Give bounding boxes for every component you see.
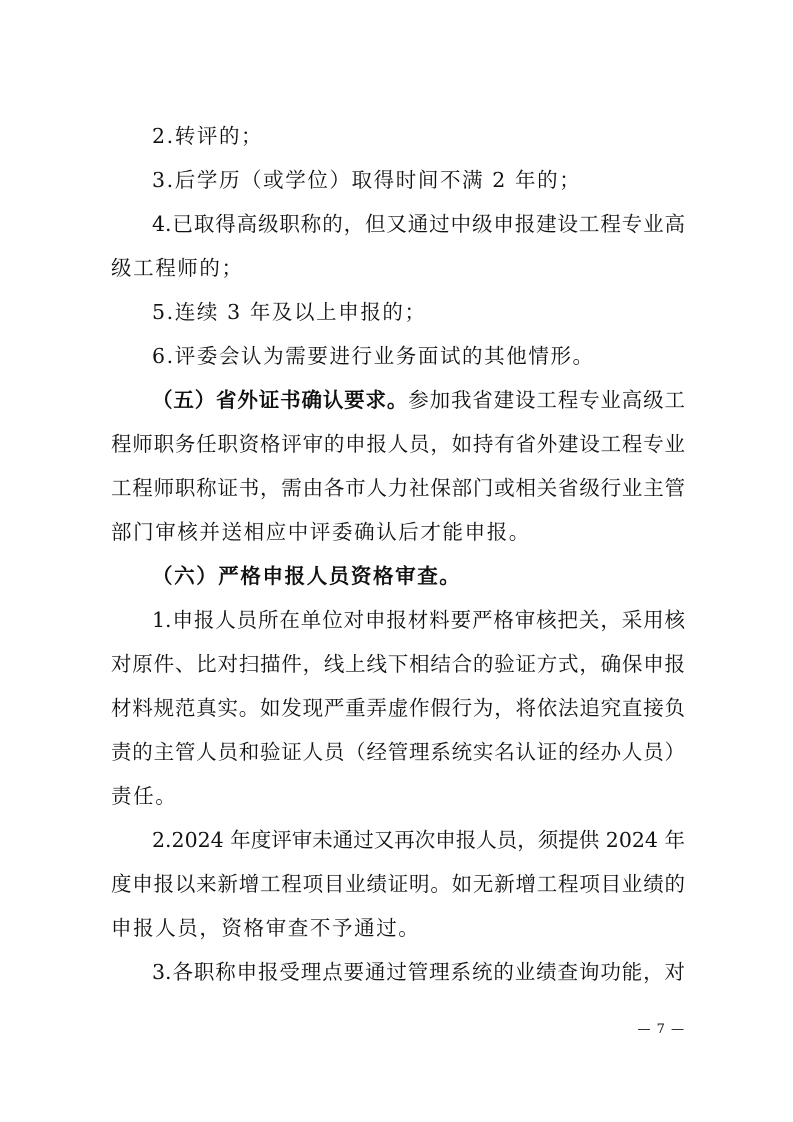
list-item-3: 3.后学历（或学位）取得时间不满 2 年的； <box>152 168 582 192</box>
list-item-6: 6.评委会认为需要进行业务面试的其他情形。 <box>152 344 595 368</box>
list-item-2: 2.转评的； <box>152 124 264 148</box>
list-item-5: 5.连续 3 年及以上申报的； <box>152 300 427 324</box>
section-6-item-3-line-1: 3.各职称申报受理点要通过管理系统的业绩查询功能，对 <box>152 960 685 984</box>
list-item-4-line-2: 级工程师的； <box>111 256 244 280</box>
section-6-item-2-line-3: 申报人员，资格审查不予通过。 <box>111 916 421 940</box>
section-6-heading: （六）严格申报人员资格审查。 <box>152 564 462 588</box>
section-6-item-1-line-1: 1.申报人员所在单位对申报材料要严格审核把关，采用核 <box>152 608 685 632</box>
section-5-first-line <box>152 385 685 415</box>
section-5-heading: （五）省外证书确认要求。 <box>152 388 409 412</box>
section-6-item-2-line-1: 2.2024 年度评审未通过又再次申报人员，须提供 2024 年 <box>152 828 685 852</box>
section-5-text: 参加我省建设工程专业高级工 <box>408 388 685 412</box>
section-6-item-1-line-3: 材料规范真实。如发现严重弄虚作假行为，将依法追究直接负 <box>111 696 685 720</box>
section-5-line-3: 工程师职称证书，需由各市人力社保部门或相关省级行业主管 <box>111 476 685 500</box>
section-6-item-1-line-5: 责任。 <box>111 784 178 808</box>
section-6-item-1-line-4: 责的主管人员和验证人员（经管理系统实名认证的经办人员） <box>111 740 685 764</box>
list-item-4-line-1: 4.已取得高级职称的，但又通过中级申报建设工程专业高 <box>152 212 685 236</box>
section-5-line-4: 部门审核并送相应中评委确认后才能申报。 <box>111 520 531 544</box>
section-5-line-2: 程师职务任职资格评审的申报人员，如持有省外建设工程专业 <box>111 432 685 456</box>
section-6-item-1-line-2: 对原件、比对扫描件，线上线下相结合的验证方式，确保申报 <box>111 652 685 676</box>
section-6-item-2-line-2: 度申报以来新增工程项目业绩证明。如无新增工程项目业绩的 <box>111 872 685 896</box>
page-number: — 7 — <box>637 1022 685 1037</box>
